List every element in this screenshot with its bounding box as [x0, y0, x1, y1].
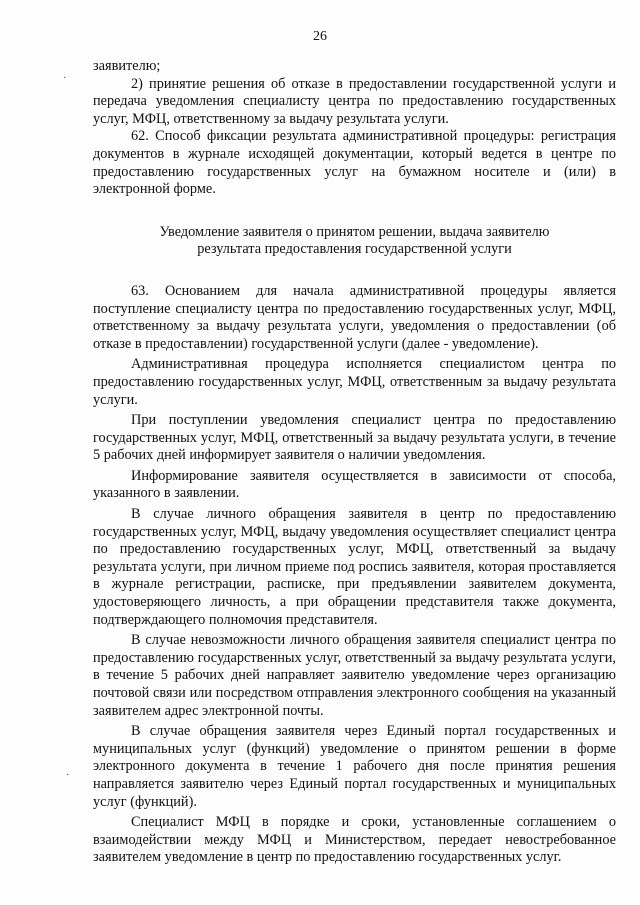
- paragraph: 63. Основанием для начала административной процедуры является поступление специалисту центра по предоставлению государственных услуг, МФЦ, ответственному за выдачу результата услуги, уведомления о предоставлении (об отказе в предоставлении) государственной услуги (далее - уведомление).: [93, 282, 616, 352]
- paragraph: Специалист МФЦ в порядке и сроки, установленные соглашением о взаимодействии между МФЦ и Министерством, передает невостребованное заявителем уведомление в центр по предоставлению государственных услуг.: [93, 814, 616, 866]
- paragraph: заявителю;: [93, 58, 161, 74]
- paragraph: В случае обращения заявителя через Единый портал государственных и муниципальных услуг (функций) уведомление о принятом решении в форме электронного документа в течение 1 рабочего дня после принятия решения направляется заявителю через Единый портал государственных и муниципальных услуг (функций).: [93, 723, 616, 810]
- heading-line: Уведомление заявителя о принятом решении, выдача заявителю: [159, 223, 550, 240]
- paragraph: При поступлении уведомления специалист центра по предоставлению государственных услуг, МФЦ, ответственный за выдачу результата услуги, в течение 5 рабочих дней информирует заявителя о наличии уведомления.: [93, 412, 616, 464]
- paragraph: 2) принятие решения об отказе в предоставлении государственной услуги и передача уведомления специалисту центра по предоставлению государственных услуг, МФЦ, ответственному за выдачу результата услуги.: [93, 75, 616, 127]
- page-number: 26: [313, 29, 327, 44]
- document-body: [93, 58, 616, 867]
- scan-mark: ·: [63, 73, 67, 84]
- paragraph: В случае личного обращения заявителя в центр по предоставлению государственных услуг, МФЦ, выдачу уведомления осуществляет специалист центра по предоставлению государственных услуг, МФЦ, ответственный за выдачу результата услуги, при личном приеме под роспись заявителя, которая проставляется в журнале регистрации, расписке, при предъявлении заявителем документа, удостоверяющего личность, а при обращении представителя также документа, подтверждающего полномочия представителя.: [93, 506, 616, 628]
- paragraph: Информирование заявителя осуществляется в зависимости от способа, указанного в заявлении.: [93, 467, 616, 502]
- paragraph: 62. Способ фиксации результата административной процедуры: регистрация документов в журнале исходящей документации, который ведется в центре по предоставлению государственных услуг на бумажном носителе и (или) в электронной форме.: [93, 128, 616, 198]
- section-heading: [93, 224, 616, 259]
- paragraph: Административная процедура исполняется специалистом центра по предоставлению государственных услуг, МФЦ, ответственным за выдачу результата услуги.: [93, 356, 616, 408]
- scan-mark: ·: [66, 770, 70, 781]
- paragraph: В случае невозможности личного обращения заявителя специалист центра по предоставлению государственных услуг, ответственный за выдачу результата услуги, в течение 5 рабочих дней направляет заявителю уведомление через организацию почтовой связи или посредством отправления электронного сообщения на указанный заявителем адрес электронной почты.: [93, 632, 616, 719]
- heading-line: результата предоставления государственной услуги: [197, 241, 512, 258]
